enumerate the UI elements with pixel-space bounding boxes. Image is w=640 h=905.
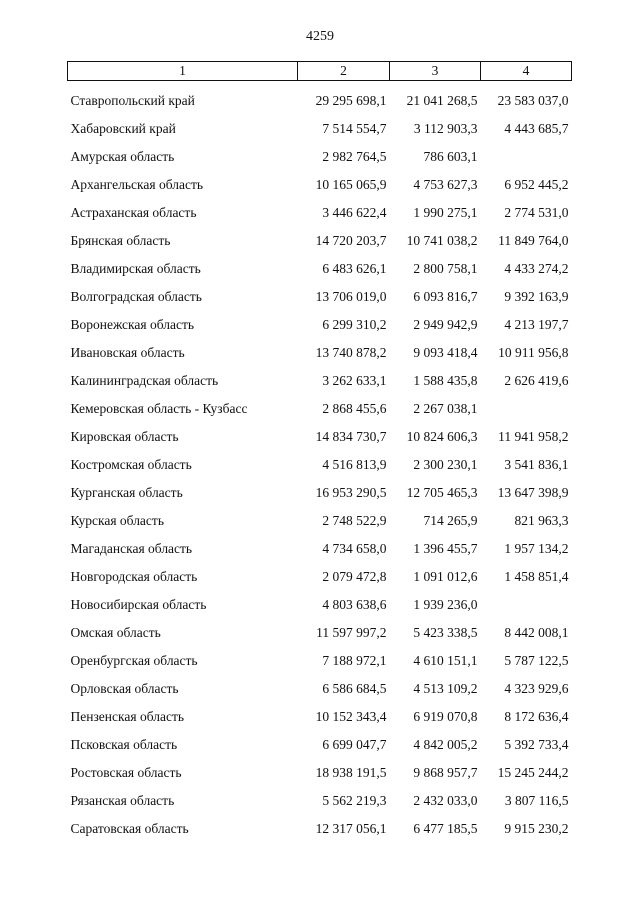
value-cell: 10 911 956,8 xyxy=(498,345,569,360)
value-cell: 6 093 816,7 xyxy=(413,289,478,304)
value-cell: 21 041 268,5 xyxy=(406,93,478,108)
value-cell: 1 458 851,4 xyxy=(504,569,569,584)
value-cell: 2 774 531,0 xyxy=(504,205,569,220)
value-cell: 8 442 008,1 xyxy=(504,625,569,640)
table-row xyxy=(68,507,572,535)
value-cell: 4 433 274,2 xyxy=(504,261,569,276)
region-name-cell: Новгородская область xyxy=(70,569,198,584)
region-name-cell: Воронежская область xyxy=(70,317,195,332)
value-cell: 13 706 019,0 xyxy=(315,289,387,304)
value-cell: 821 963,3 xyxy=(514,513,569,528)
table-row xyxy=(68,227,572,255)
table-row xyxy=(68,675,572,703)
table-row xyxy=(68,283,572,311)
region-name-cell: Псковская область xyxy=(70,737,178,752)
region-name-cell: Костромская область xyxy=(70,457,192,472)
value-cell: 8 172 636,4 xyxy=(504,709,569,724)
value-cell: 9 093 418,4 xyxy=(413,345,478,360)
value-cell: 11 597 997,2 xyxy=(316,625,387,640)
table-header-row xyxy=(68,62,572,81)
value-cell: 2 800 758,1 xyxy=(413,261,478,276)
value-cell: 4 323 929,6 xyxy=(504,681,569,696)
value-cell: 6 952 445,2 xyxy=(504,177,569,192)
table-row xyxy=(68,255,572,283)
table-row xyxy=(68,199,572,227)
value-cell: 2 626 419,6 xyxy=(504,373,569,388)
value-cell: 12 705 465,3 xyxy=(406,485,478,500)
table-row xyxy=(68,731,572,759)
region-name-cell: Владимирская область xyxy=(70,261,201,276)
value-cell: 6 299 310,2 xyxy=(322,317,387,332)
column-header: 4 xyxy=(481,62,572,81)
value-cell: 6 483 626,1 xyxy=(322,261,387,276)
value-cell: 7 188 972,1 xyxy=(322,653,387,668)
column-header: 2 xyxy=(298,62,390,81)
region-name-cell: Ставропольский край xyxy=(70,93,195,108)
table-row xyxy=(68,367,572,395)
value-cell: 714 265,9 xyxy=(423,513,478,528)
table-row xyxy=(68,815,572,843)
value-cell: 4 734 658,0 xyxy=(322,541,387,556)
table-row xyxy=(68,759,572,787)
value-cell: 13 647 398,9 xyxy=(497,485,569,500)
table-row xyxy=(68,479,572,507)
region-name-cell: Орловская область xyxy=(70,681,179,696)
value-cell: 9 915 230,2 xyxy=(504,821,569,836)
table-row xyxy=(68,591,572,619)
value-cell: 2 949 942,9 xyxy=(413,317,478,332)
table-row xyxy=(68,339,572,367)
value-cell: 5 787 122,5 xyxy=(504,653,569,668)
region-name-cell: Архангельская область xyxy=(70,177,204,192)
value-cell: 6 586 684,5 xyxy=(322,681,387,696)
table-row xyxy=(68,787,572,815)
table-row xyxy=(68,87,572,115)
table-body xyxy=(68,81,572,844)
value-cell: 7 514 554,7 xyxy=(322,121,387,136)
region-name-cell: Омская область xyxy=(70,625,161,640)
value-cell: 3 446 622,4 xyxy=(322,205,387,220)
value-cell: 1 957 134,2 xyxy=(504,541,569,556)
value-cell: 23 583 037,0 xyxy=(497,93,569,108)
page-number: 4259 xyxy=(306,29,334,44)
value-cell xyxy=(481,143,572,171)
region-name-cell: Новосибирская область xyxy=(70,597,207,612)
value-cell: 2 748 522,9 xyxy=(322,513,387,528)
table-row xyxy=(68,115,572,143)
table-row xyxy=(68,311,572,339)
region-name-cell: Саратовская область xyxy=(70,821,189,836)
value-cell: 2 079 472,8 xyxy=(322,569,387,584)
value-cell: 4 842 005,2 xyxy=(413,737,478,752)
region-name-cell: Магаданская область xyxy=(70,541,193,556)
table-row xyxy=(68,619,572,647)
region-name-cell: Курганская область xyxy=(70,485,183,500)
region-name-cell: Брянская область xyxy=(70,233,171,248)
value-cell: 1 091 012,6 xyxy=(413,569,478,584)
value-cell: 16 953 290,5 xyxy=(315,485,387,500)
value-cell: 3 541 836,1 xyxy=(504,457,569,472)
region-name-cell: Оренбургская область xyxy=(70,653,198,668)
value-cell: 29 295 698,1 xyxy=(315,93,387,108)
value-cell: 4 753 627,3 xyxy=(413,177,478,192)
value-cell: 1 396 455,7 xyxy=(413,541,478,556)
value-cell: 3 262 633,1 xyxy=(322,373,387,388)
value-cell: 9 392 163,9 xyxy=(504,289,569,304)
column-header: 3 xyxy=(390,62,481,81)
value-cell xyxy=(481,591,572,619)
value-cell: 5 392 733,4 xyxy=(504,737,569,752)
region-name-cell: Астраханская область xyxy=(70,205,197,220)
region-name-cell: Хабаровский край xyxy=(70,121,176,136)
value-cell: 2 267 038,1 xyxy=(413,401,478,416)
value-cell: 10 824 606,3 xyxy=(406,429,478,444)
value-cell: 11 941 958,2 xyxy=(498,429,569,444)
region-name-cell: Волгоградская область xyxy=(70,289,202,304)
table-row xyxy=(68,703,572,731)
value-cell: 6 477 185,5 xyxy=(413,821,478,836)
table-row xyxy=(68,171,572,199)
value-cell: 6 919 070,8 xyxy=(413,709,478,724)
region-name-cell: Пензенская область xyxy=(70,709,184,724)
value-cell: 2 432 033,0 xyxy=(413,793,478,808)
value-cell: 5 423 338,5 xyxy=(413,625,478,640)
table-row xyxy=(68,563,572,591)
region-name-cell: Амурская область xyxy=(70,149,175,164)
value-cell: 4 213 197,7 xyxy=(504,317,569,332)
region-name-cell: Кировская область xyxy=(70,429,179,444)
table-row xyxy=(68,647,572,675)
value-cell: 3 112 903,3 xyxy=(413,121,478,136)
value-cell: 10 165 065,9 xyxy=(315,177,387,192)
value-cell: 786 603,1 xyxy=(423,149,478,164)
value-cell: 11 849 764,0 xyxy=(498,233,569,248)
value-cell: 18 938 191,5 xyxy=(315,765,387,780)
region-name-cell: Рязанская область xyxy=(70,793,175,808)
column-header: 1 xyxy=(68,62,298,81)
value-cell: 2 300 230,1 xyxy=(413,457,478,472)
value-cell: 4 610 151,1 xyxy=(413,653,478,668)
region-name-cell: Ростовская область xyxy=(70,765,182,780)
table-row xyxy=(68,395,572,423)
value-cell: 9 868 957,7 xyxy=(413,765,478,780)
value-cell xyxy=(481,395,572,423)
value-cell: 1 588 435,8 xyxy=(413,373,478,388)
region-name-cell: Кемеровская область - Кузбасс xyxy=(70,401,248,416)
value-cell: 10 741 038,2 xyxy=(406,233,478,248)
value-cell: 1 939 236,0 xyxy=(413,597,478,612)
value-cell: 3 807 116,5 xyxy=(504,793,569,808)
value-cell: 14 720 203,7 xyxy=(315,233,387,248)
value-cell: 4 443 685,7 xyxy=(504,121,569,136)
value-cell: 5 562 219,3 xyxy=(322,793,387,808)
region-name-cell: Калининградская область xyxy=(70,373,219,388)
value-cell: 2 868 455,6 xyxy=(322,401,387,416)
value-cell: 1 990 275,1 xyxy=(413,205,478,220)
region-name-cell: Ивановская область xyxy=(70,345,185,360)
table-row xyxy=(68,143,572,171)
value-cell: 4 803 638,6 xyxy=(322,597,387,612)
value-cell: 4 516 813,9 xyxy=(322,457,387,472)
value-cell: 13 740 878,2 xyxy=(315,345,387,360)
value-cell: 14 834 730,7 xyxy=(315,429,387,444)
value-cell: 12 317 056,1 xyxy=(315,821,387,836)
value-cell: 15 245 244,2 xyxy=(497,765,569,780)
table-row xyxy=(68,451,572,479)
region-name-cell: Курская область xyxy=(70,513,164,528)
data-table xyxy=(67,61,572,843)
value-cell: 2 982 764,5 xyxy=(322,149,387,164)
value-cell: 6 699 047,7 xyxy=(322,737,387,752)
value-cell: 10 152 343,4 xyxy=(315,709,387,724)
value-cell: 4 513 109,2 xyxy=(413,681,478,696)
table-row xyxy=(68,535,572,563)
table-row xyxy=(68,423,572,451)
